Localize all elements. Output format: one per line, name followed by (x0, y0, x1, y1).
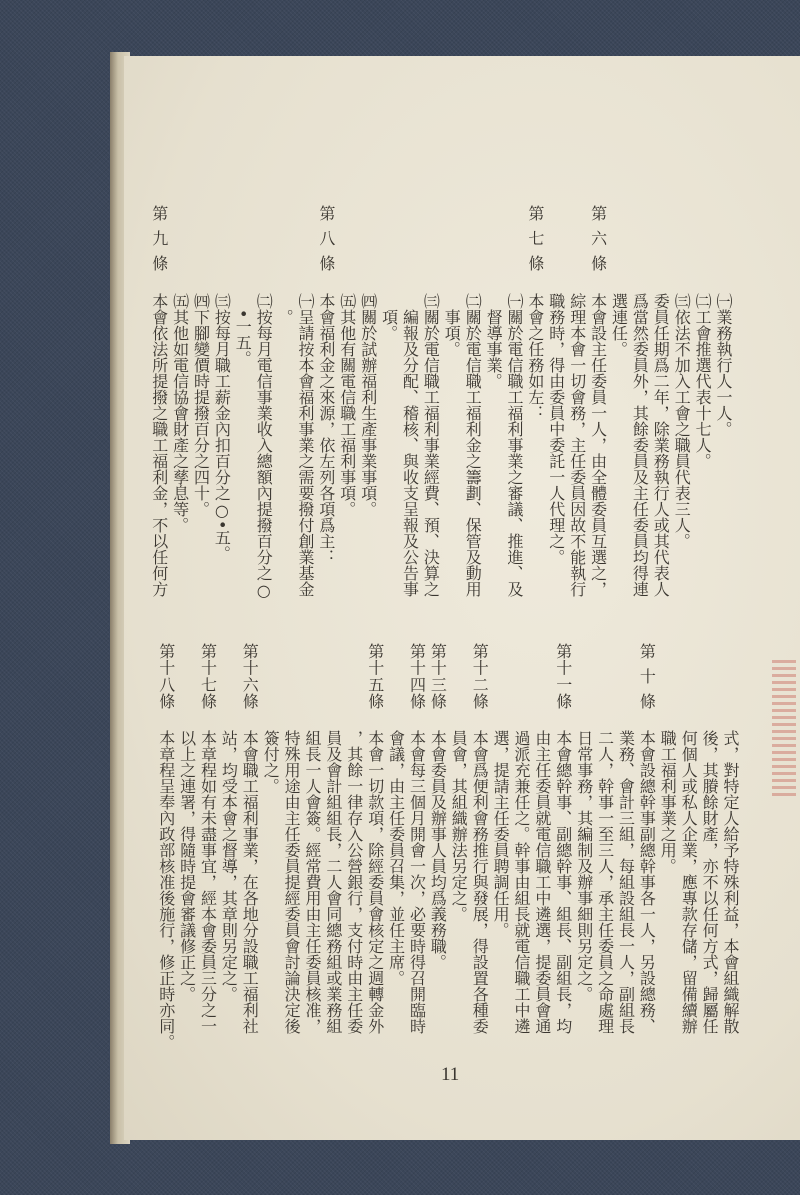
article-text-line: ㈤其他有關電信職工福利事項。 (337, 293, 357, 517)
article-text-line: 職工福利事業之用。 (658, 730, 678, 874)
article-text-line: ㈡關於電信職工福利金之籌劃、保管及動用 (463, 293, 483, 597)
article-text-line: ㈡工會推選代表十七人。 (693, 293, 713, 469)
text-column (281, 643, 302, 1103)
text-column (400, 205, 421, 665)
article-text-line: 事項。 (442, 309, 462, 357)
article-text-line: 爲當然委員外，其餘委員及主任委員均得連 (630, 293, 650, 597)
article-heading: 第十一條 (553, 643, 573, 709)
article-text-line: 本會爲便利會務推行與發展，得設置各種委 (470, 730, 490, 1034)
text-column (713, 205, 734, 665)
text-column (274, 205, 295, 665)
article-text-line: 本會依法所提撥之職工福利金，不以任何方 (149, 293, 169, 597)
article-text-line: ，其餘一律存入公營銀行，支付時由主任委 (344, 730, 364, 1034)
article-text-line: 項。 (379, 309, 399, 341)
article-text-line: ㈡按每月電信事業收入總額內提撥百分之○ (254, 293, 274, 600)
article-text-line: 員及會計組組長，二人會同總務組或業務組 (323, 730, 343, 1034)
article-text-line: 二人，幹事一至三人，承主任委員之命處理 (595, 730, 615, 1034)
text-column (441, 205, 462, 665)
text-column (511, 643, 532, 1103)
article-column (588, 205, 609, 665)
article-text-line: 編報及分配、稽核、與收支呈報及公告事 (400, 309, 420, 597)
text-column (379, 205, 400, 665)
text-column (629, 205, 650, 665)
text-column (170, 205, 191, 665)
article-text-line: 本章程呈奉內政部核准後施行，修正時亦同。 (156, 730, 176, 1050)
article-text-line: ㈠業務執行人一人。 (714, 293, 733, 437)
article-column (365, 643, 386, 1103)
article-heading: 第十五條 (365, 643, 385, 709)
text-column (699, 643, 720, 1103)
article-heading: 第九條 (149, 205, 169, 280)
text-column (448, 643, 469, 1103)
text-column (650, 205, 671, 665)
article-column (636, 643, 657, 1103)
article-heading: 第十六條 (240, 643, 260, 709)
article-column (525, 205, 546, 665)
text-column (567, 205, 588, 665)
article-column (469, 643, 490, 1103)
article-text-line: 督導事業。 (484, 309, 504, 389)
article-column (553, 643, 574, 1103)
article-heading: 第十七條 (198, 643, 218, 709)
text-column (177, 643, 198, 1103)
text-column (692, 205, 713, 665)
article-heading: 第十四條 (407, 643, 427, 709)
article-text-line: 本章程如有未盡事宜，經本會委員三分之一 (198, 730, 218, 1034)
article-text-line: 以上之連署，得隨時提會審議修正之。 (177, 730, 197, 1002)
text-column (671, 205, 692, 665)
article-text-line: 本會之任務如左： (525, 293, 545, 421)
article-column (156, 643, 177, 1103)
article-text-line: ㈢按每月職工薪金內扣百分之○•五。 (212, 293, 232, 562)
article-text-line: 過派充兼任之。幹事由組長就電信職工中遴 (512, 730, 531, 1034)
article-text-line: 簽付之。 (261, 730, 281, 794)
article-column (198, 643, 219, 1103)
article-text-line: 員會，其組織辦法另定之。 (449, 730, 469, 922)
article-heading: 第十三條 (428, 643, 448, 709)
text-column (420, 205, 441, 665)
article-text-line: 組長一人會簽。經常費用由主任委員核准， (303, 730, 322, 1034)
text-column (462, 205, 483, 665)
text-column (657, 643, 678, 1103)
text-column (609, 205, 630, 665)
article-text-line: 會議，由主任委員召集，並任主席。 (386, 730, 406, 986)
article-text-line: 綜理本會一切會務，主任委員因故不能執行 (567, 293, 587, 597)
article-text-line: ㈤其他如電信協會財產之孳息等。 (170, 293, 190, 533)
text-column (260, 643, 281, 1103)
text-column (211, 205, 232, 665)
text-column (253, 205, 274, 665)
article-text-line: 本會委員及辦事人員均爲義務職。 (428, 730, 448, 970)
text-column (546, 205, 567, 665)
text-column (191, 205, 212, 665)
article-text-line: 後，其賸餘財產，亦不以任何方式，歸屬任 (700, 730, 720, 1034)
article-text-line: 本會福利金之來源，依左列各項爲主： (316, 293, 336, 565)
text-column (504, 205, 525, 665)
article-text-line: ㈢依法不加入工會之職員代表三人。 (672, 293, 692, 549)
article-text-line: 日常事務，其編制及辦事細則另定之。 (574, 730, 594, 1002)
page-number: 11 (441, 1064, 460, 1085)
article-text-line: 本會每三個月開會一次，必要時得召開臨時 (407, 730, 427, 1034)
text-column (483, 205, 504, 665)
article-text-line: 由主任委員就電信職工中遴選，提委員會通 (532, 730, 552, 1034)
text-column (323, 643, 344, 1103)
text-column (358, 205, 379, 665)
article-text-line: 本會設主任委員一人，由全體委員互選之， (588, 293, 608, 597)
text-column (386, 643, 407, 1103)
article-text-line: 本會一切款項，除經委員會核定之週轉金外 (365, 730, 385, 1034)
text-column (295, 205, 316, 665)
text-column (595, 643, 616, 1103)
bleed-through-marks (772, 660, 796, 800)
text-column (532, 643, 553, 1103)
text-column (616, 643, 637, 1103)
article-heading: 第六條 (588, 205, 608, 280)
article-text-line: ㈠呈請按本會福利事業之需要撥付創業基金 (296, 293, 315, 597)
text-column (574, 643, 595, 1103)
article-column (149, 205, 170, 665)
article-text-line: 本會職工福利事業，在各地分設職工福利社 (240, 730, 260, 1034)
article-column (239, 643, 260, 1103)
article-text-line: ㈣關於試辦福利生產事業事項。 (358, 293, 378, 517)
article-text-line: ㈢關於電信職工福利事業經費、預、決算之 (421, 293, 441, 597)
article-heading: 第十二條 (470, 643, 490, 709)
text-column (218, 643, 239, 1103)
article-heading: 第七條 (525, 205, 545, 280)
article-text-line: 本會總幹事、副總幹事、組長、副組長，均 (553, 730, 573, 1034)
text-column (344, 643, 365, 1103)
text-column (490, 643, 511, 1103)
article-text-line: 委員任期爲二年，除業務執行人或其代表人 (651, 293, 671, 597)
article-column (427, 643, 448, 1103)
article-text-line: 何個人或私人企業，應專款存儲，留備續辦 (679, 730, 699, 1034)
article-heading: 第十條 (637, 643, 657, 718)
text-column (678, 643, 699, 1103)
text-column (337, 205, 358, 665)
article-text-line: 。 (275, 309, 295, 325)
text-column (302, 643, 323, 1103)
text-column (720, 643, 741, 1103)
article-text-line: •一五。 (233, 309, 253, 367)
article-text-line: 業務、會計三組，每組設組長一人，副組長 (616, 730, 636, 1034)
article-heading: 第八條 (316, 205, 336, 280)
article-heading: 第十八條 (156, 643, 176, 709)
article-text-line: 選連任。 (609, 293, 629, 357)
article-text-line: 本會設總幹事副總幹事各一人，另設總務、 (637, 730, 657, 1034)
article-text-line: 特殊用途由主任委員提經委員會討論決定後 (282, 730, 302, 1034)
article-text-line: 選，提請主任委員聘調任用。 (491, 730, 511, 938)
article-text-line: 站，均受本會之督導，其章則另定之。 (219, 730, 239, 1002)
article-text-line: 職務時，得由委員中委託一人代理之。 (546, 293, 566, 565)
article-text-line: 式，對特定人給予特殊利益，本會組織解散 (721, 730, 740, 1034)
article-column (407, 643, 428, 1103)
article-text-line: ㈣下腳變價時提撥百分之四十。 (191, 293, 211, 517)
text-column (232, 205, 253, 665)
article-text-line: ㈠關於電信職工福利事業之審議、推進、及 (505, 293, 524, 597)
article-column (316, 205, 337, 665)
